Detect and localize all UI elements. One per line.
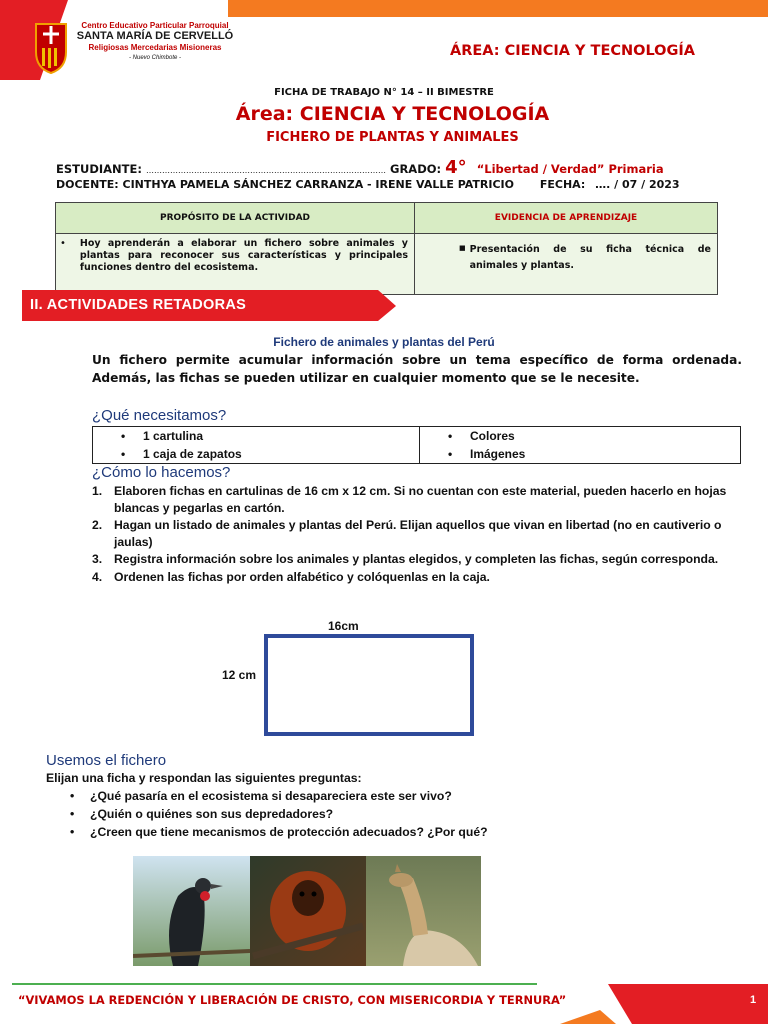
needs-table [92, 426, 741, 464]
card-size-rectangle [264, 634, 474, 736]
needs-item: • 1 caja de zapatos [143, 445, 419, 463]
purpose-table [55, 202, 718, 295]
step-text: Registra información sobre los animales y plantas elegidos, y completen las fichas, según corresponda. [114, 552, 719, 566]
use-heading: Usemos el fichero [46, 752, 167, 769]
intro-heading: Fichero de animales y plantas del Perú [273, 335, 495, 349]
step-text: Ordenen las fichas por orden alfabético y colóquenlas en la caja. [114, 569, 490, 584]
section-banner: II. ACTIVIDADES RETADORAS [30, 297, 247, 313]
date-value: …. / 07 / 2023 [595, 178, 680, 191]
evidence-header: EVIDENCIA DE APRENDIZAJE [415, 203, 718, 234]
step-item [92, 483, 742, 516]
area-banner: ÁREA: CIENCIA Y TECNOLOGÍA [450, 43, 696, 59]
needs-item: • 1 cartulina [143, 427, 419, 445]
step-number: 4. [92, 569, 103, 584]
needs-heading: ¿Qué necesitamos? [92, 407, 227, 424]
school-logo [30, 14, 234, 76]
question-item: • ¿Qué pasaría en el ecosistema si desapareciera este ser vivo? [46, 787, 646, 805]
grade-label: GRADO: [390, 162, 442, 176]
needs-item: • Imágenes [470, 445, 740, 463]
student-label: ESTUDIANTE: [56, 162, 142, 176]
question-item: • ¿Creen que tiene mecanismos de protección adecuados? ¿Por qué? [46, 823, 646, 841]
shield-icon [34, 18, 68, 74]
area-title: Área: CIENCIA Y TECNOLOGÍA [235, 103, 550, 125]
howler-monkey-photo [250, 856, 366, 966]
student-row [56, 157, 664, 178]
subtitle: FICHERO DE PLANTAS Y ANIMALES [266, 130, 519, 145]
needs-item: • Colores [470, 427, 740, 445]
questions-list [46, 787, 646, 841]
card-width-label: 16cm [328, 619, 359, 633]
square-bullet-icon: ■ [459, 244, 466, 252]
section-name: “Libertad / Verdad” Primaria [476, 162, 664, 176]
question-item: • ¿Quién o quiénes son sus depredadores? [46, 805, 646, 823]
school-line4: - Nuevo Chimbote - [128, 55, 182, 61]
footer-motto: “VIVAMOS LA REDENCIÓN Y LIBERACIÓN DE CRISTO, CON MISERICORDIA Y TERNURA” [18, 993, 567, 1007]
page-number: 1 [750, 994, 757, 1006]
step-number: 1. [92, 484, 103, 498]
purpose-header: PROPÓSITO DE LA ACTIVIDAD [56, 203, 415, 234]
step-item [92, 569, 742, 586]
step-text: Elaboren fichas en cartulinas de 16 cm x 12 cm. Si no cuentan con este material, pueden hacerlo en hojas blancas y pegarlas en cartón. [114, 484, 727, 515]
step-item [92, 517, 742, 550]
top-orange-band [228, 0, 768, 17]
footer-rule [12, 983, 537, 985]
step-item [92, 551, 742, 568]
ficha-title: FICHA DE TRABAJO N° 14 – II BIMESTRE [274, 87, 494, 98]
animal-photos [133, 856, 481, 966]
guanaco-photo [366, 856, 481, 966]
student-name-field[interactable]: ……………………………………………………………………………… [146, 166, 386, 175]
intro-paragraph: Un fichero permite acumular información sobre un tema específico de forma ordenada. Además, las fichas se pueden utilizar en cualquier momento que se le necesite. [92, 353, 742, 385]
card-height-label: 12 cm [222, 668, 257, 682]
school-line3: Religiosas Mercedarias Misioneras [88, 43, 222, 52]
school-line1: Centro Educativo Particular Parroquial [81, 21, 229, 30]
step-number: 2. [92, 518, 103, 532]
step-number: 3. [92, 552, 103, 566]
evidence-text: Presentación de su ficha técnica de animales y plantas. [469, 244, 711, 271]
step-text: Hagan un listado de animales y plantas del Perú. Elijan aquellos que vivan en libertad (no en cautiverio o jaulas) [114, 518, 722, 549]
steps-list [92, 483, 742, 586]
footer-corner-shape [560, 984, 768, 1024]
grade-value: 4° [445, 157, 467, 178]
how-heading: ¿Cómo lo hacemos? [92, 464, 231, 481]
teacher-row [56, 178, 680, 191]
teacher-names: DOCENTE: CINTHYA PAMELA SÁNCHEZ CARRANZA - IRENE VALLE PATRICIO [56, 178, 514, 191]
purpose-text: Hoy aprenderán a elaborar un fichero sobre animales y plantas para reconocer sus características y principales funciones dentro del ecosistema. [79, 238, 408, 273]
bullet-icon: • [60, 238, 66, 249]
school-name: SANTA MARÍA DE CERVELLÓ [76, 30, 234, 42]
use-instruction: Elijan una ficha y respondan las siguientes preguntas: [46, 771, 362, 785]
guan-bird-photo [133, 856, 250, 966]
date-label: FECHA: [539, 178, 586, 191]
